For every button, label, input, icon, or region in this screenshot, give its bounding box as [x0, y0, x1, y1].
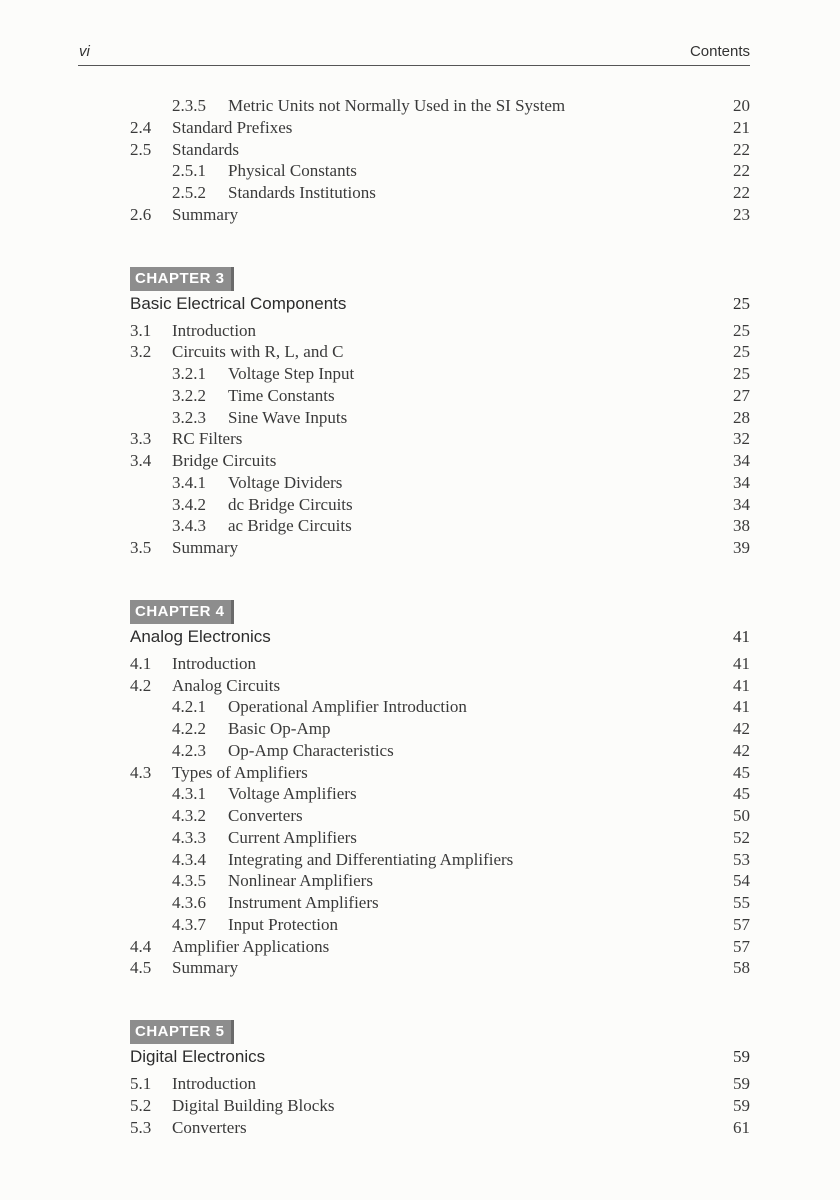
toc-entry[interactable] — [0, 827, 840, 849]
toc-entry-number: 3.4 — [130, 451, 152, 470]
toc-entry-page: 52 — [733, 827, 750, 847]
toc-entry-number: 2.5 — [130, 139, 152, 159]
toc-entry-title: Sine Wave Inputs — [228, 407, 348, 427]
running-head-section: Contents — [689, 43, 750, 60]
toc-entry[interactable] — [0, 320, 840, 342]
toc-entry-number: 3.4.2 — [172, 494, 206, 514]
toc-entry-page: 34 — [733, 451, 750, 470]
toc-entry-page: 57 — [733, 914, 750, 934]
toc-entry-title: Input Protection — [228, 914, 339, 934]
toc-entry-number: 4.2.1 — [172, 697, 206, 717]
toc-entry[interactable] — [0, 653, 840, 675]
chapter-page: 59 — [733, 1047, 750, 1066]
toc-entry-title: Summary — [172, 958, 239, 978]
toc-entry-title: Summary — [172, 538, 239, 557]
chapter-page: 25 — [733, 293, 750, 313]
toc-entry-page: 45 — [733, 784, 750, 804]
toc-entry-page: 28 — [733, 407, 750, 427]
toc-entry-title: Operational Amplifier Introduction — [228, 697, 467, 717]
toc-entry-number: 2.3.5 — [172, 96, 206, 115]
chapter-label-badge: CHAPTER 3 — [130, 267, 234, 291]
chapter-title-text: Analog Electronics — [130, 626, 271, 646]
toc-entry-title: Introduction — [172, 320, 257, 340]
toc-entry-number: 5.3 — [130, 1117, 152, 1137]
toc-entry-number: 3.1 — [130, 320, 152, 340]
toc-entry[interactable] — [0, 450, 840, 472]
toc-entry[interactable] — [0, 849, 840, 871]
toc-entry-page: 41 — [733, 697, 750, 717]
toc-entry-title: RC Filters — [172, 429, 243, 449]
toc-entry-title: Op-Amp Characteristics — [228, 740, 394, 760]
toc-entry[interactable] — [0, 428, 840, 450]
toc-entry-number: 3.4.1 — [172, 472, 206, 492]
chapter-title-text: Basic Electrical Components — [130, 293, 347, 313]
toc-entry[interactable] — [0, 537, 840, 559]
toc-entry[interactable] — [0, 385, 840, 407]
toc-entry-page: 22 — [733, 183, 750, 202]
toc-entry-number: 4.3.7 — [172, 914, 206, 934]
toc-entry-page: 59 — [733, 1074, 750, 1093]
toc-entry-number: 4.3.2 — [172, 806, 206, 825]
toc-entry-number: 4.3.3 — [172, 827, 206, 847]
toc-entry[interactable] — [0, 117, 840, 139]
toc-entry-page: 34 — [733, 494, 750, 514]
toc-entry-number: 4.2 — [130, 675, 152, 695]
toc-entry-title: Voltage Amplifiers — [228, 784, 357, 804]
toc-entry-page: 41 — [733, 653, 750, 673]
toc-entry[interactable] — [0, 870, 840, 892]
toc-entry-title: Analog Circuits — [172, 675, 281, 695]
toc-entry-number: 4.4 — [130, 936, 152, 956]
toc-entry[interactable] — [0, 936, 840, 958]
toc-entry[interactable] — [0, 160, 840, 182]
toc-entry[interactable] — [0, 182, 840, 204]
running-head — [78, 41, 750, 66]
toc-entry[interactable] — [0, 204, 840, 226]
toc-entry-number: 4.2.3 — [172, 740, 206, 760]
toc-entry-number: 3.2.3 — [172, 407, 206, 427]
toc-entry-title: Physical Constants — [228, 161, 357, 181]
toc-entry-title: Voltage Dividers — [228, 472, 343, 492]
toc-entry-page: 21 — [733, 117, 750, 137]
chapter-label-badge: CHAPTER 5 — [130, 1020, 234, 1044]
toc-entry-number: 3.2.2 — [172, 385, 206, 405]
toc-entry-page: 25 — [733, 342, 750, 362]
toc-entry-number: 3.4.3 — [172, 516, 206, 536]
chapter-heading[interactable] — [0, 1045, 840, 1069]
toc-entry-number: 4.2.2 — [172, 719, 206, 738]
toc-entry-title: Current Amplifiers — [228, 827, 357, 847]
toc-entry-number: 4.3.6 — [172, 893, 206, 912]
toc-entry-title: Introduction — [172, 1074, 257, 1093]
chapter-title-text: Digital Electronics — [130, 1047, 266, 1066]
toc-entry-title: ac Bridge Circuits — [228, 516, 352, 536]
toc-entry-title: Standards — [172, 139, 240, 159]
toc-entry-number: 2.5.2 — [172, 183, 206, 202]
toc-entry[interactable] — [0, 914, 840, 936]
toc-entry-page: 22 — [733, 139, 750, 159]
toc-entry-number: 5.1 — [130, 1074, 152, 1093]
toc-entry[interactable] — [0, 407, 840, 429]
toc-entry-page: 27 — [733, 385, 750, 405]
toc-entry-number: 4.3 — [130, 762, 152, 782]
toc-entry-page: 57 — [733, 936, 750, 956]
toc-entry[interactable] — [0, 95, 840, 117]
toc-entry-title: Instrument Amplifiers — [228, 893, 379, 912]
toc-entry-page: 42 — [733, 740, 750, 760]
toc-entry[interactable] — [0, 783, 840, 805]
chapter-heading[interactable] — [0, 292, 840, 316]
toc-entry-number: 3.2.1 — [172, 364, 206, 383]
toc-entry-number: 2.4 — [130, 117, 152, 137]
toc-entry-page: 53 — [733, 849, 750, 869]
toc-entry[interactable] — [0, 675, 840, 697]
toc-entry-number: 4.1 — [130, 653, 152, 673]
toc-entry-page: 41 — [733, 675, 750, 695]
chapter-label-badge: CHAPTER 4 — [130, 600, 234, 624]
toc-entry-number: 5.2 — [130, 1095, 152, 1115]
toc-entry-page: 55 — [733, 893, 750, 912]
toc-entry-page: 61 — [733, 1117, 750, 1137]
toc-entry-title: Time Constants — [228, 385, 335, 405]
toc-entry[interactable] — [0, 740, 840, 762]
toc-entry-title: Standard Prefixes — [172, 117, 293, 137]
toc-entry-title: Digital Building Blocks — [172, 1095, 335, 1115]
toc-entry-title: Types of Amplifiers — [172, 762, 308, 782]
toc-entry-title: Circuits with R, L, and C — [172, 342, 344, 362]
toc-entry-title: Voltage Step Input — [228, 364, 355, 383]
toc-entry-page: 45 — [733, 762, 750, 782]
toc-entry[interactable] — [0, 139, 840, 161]
toc-entry-page: 50 — [733, 806, 750, 825]
toc-entry-title: Basic Op-Amp — [228, 719, 331, 738]
toc-entry[interactable] — [0, 1073, 840, 1095]
page-folio: vi — [79, 43, 90, 60]
toc-entry-title: Standards Institutions — [228, 183, 376, 202]
toc-entry[interactable] — [0, 718, 840, 740]
toc-entry-page: 34 — [733, 472, 750, 492]
toc-entry-page: 25 — [733, 320, 750, 340]
toc-entry-page: 22 — [733, 161, 750, 181]
chapter-page: 41 — [733, 626, 750, 646]
toc-entry-page: 25 — [733, 364, 750, 383]
toc-entry[interactable] — [0, 363, 840, 385]
toc-entry-title: Amplifier Applications — [172, 936, 330, 956]
toc-entry[interactable] — [0, 515, 840, 537]
toc-entry-number: 4.5 — [130, 958, 152, 978]
toc-entry[interactable] — [0, 472, 840, 494]
toc-entry-page: 20 — [733, 96, 750, 115]
toc-entry-number: 2.5.1 — [172, 161, 206, 181]
toc-entry[interactable] — [0, 696, 840, 718]
toc-entry[interactable] — [0, 805, 840, 827]
toc-entry-title: Bridge Circuits — [172, 451, 277, 470]
toc-entry-number: 4.3.5 — [172, 871, 206, 891]
toc-entry-title: Summary — [172, 204, 239, 224]
toc-entry-page: 59 — [733, 1095, 750, 1115]
toc-entry-page: 23 — [733, 204, 750, 224]
toc-entry[interactable] — [0, 1095, 840, 1117]
toc-entry-number: 2.6 — [130, 204, 152, 224]
toc-entry-number: 3.5 — [130, 538, 152, 557]
toc-entry[interactable] — [0, 341, 840, 363]
toc-entry-title: Nonlinear Amplifiers — [228, 871, 373, 891]
toc-entry[interactable] — [0, 494, 840, 516]
toc-entry[interactable] — [0, 1117, 840, 1139]
toc-entry-number: 3.2 — [130, 342, 152, 362]
toc-entry-title: Integrating and Differentiating Amplifiers — [228, 849, 514, 869]
toc-entry-page: 58 — [733, 958, 750, 978]
toc-entry[interactable] — [0, 957, 840, 979]
toc-entry[interactable] — [0, 892, 840, 914]
toc-entry-number: 4.3.4 — [172, 849, 206, 869]
toc-entry-number: 4.3.1 — [172, 784, 206, 804]
toc-entry-page: 54 — [733, 871, 750, 891]
toc-entry-title: Metric Units not Normally Used in the SI System — [228, 96, 566, 115]
toc-entry-page: 32 — [733, 429, 750, 449]
toc-entry-title: dc Bridge Circuits — [228, 494, 353, 514]
toc-entry-number: 3.3 — [130, 429, 152, 449]
toc-entry-title: Introduction — [172, 653, 257, 673]
toc-entry-page: 42 — [733, 719, 750, 738]
chapter-heading[interactable] — [0, 625, 840, 649]
toc-entry[interactable] — [0, 762, 840, 784]
toc-entry-page: 38 — [733, 516, 750, 536]
toc-entry-title: Converters — [228, 806, 303, 825]
toc-entry-page: 39 — [733, 538, 750, 557]
toc-entry-title: Converters — [172, 1117, 247, 1137]
